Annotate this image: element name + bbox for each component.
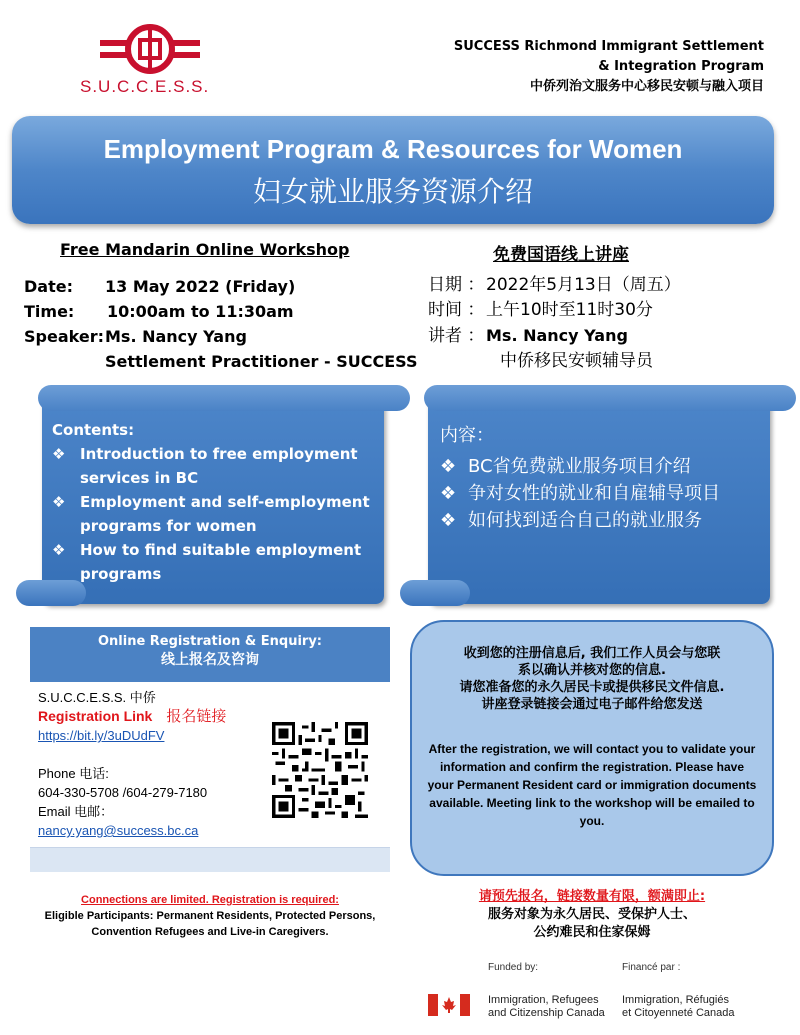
logo-text: S.U.C.C.E.S.S. (80, 77, 210, 96)
message-zh-line-1: 收到您的注册信息后, 我们工作人员会与您联 (463, 646, 721, 661)
contents-zh (440, 422, 760, 534)
zh-time-label: 时间 ： (428, 300, 485, 320)
zh-date-label: 日期 ： (428, 275, 485, 295)
eligibility-note-zh (410, 888, 774, 942)
workshop-title-en: Free Mandarin Online Workshop (60, 240, 350, 259)
info-values (105, 274, 425, 374)
canada-flag-icon (428, 994, 470, 1016)
speaker-label: Speaker: (24, 327, 104, 346)
message-zh-line-2: 系以确认并核对您的信息. (518, 663, 666, 678)
date-value: 13 May 2022 (Friday) (105, 277, 296, 296)
message-zh-line-3: 请您准备您的永久居民卡或提供移民文件信息. (459, 680, 725, 695)
registration-link-label: Registration Link (38, 708, 153, 724)
qr-code-icon[interactable] (272, 722, 368, 818)
org-line-1: SUCCESS Richmond Immigrant Settlement (453, 39, 764, 54)
registration-header-zh: 线上报名及咨询 (161, 652, 259, 668)
list-item: ❖ How to find suitable employment programs (52, 538, 372, 586)
zh-time-value: 上午10时至11时30分 (486, 300, 653, 320)
org-line-2: & Integration Program (598, 59, 764, 74)
eligible-participants: Eligible Participants: Permanent Residents, Protected Persons, Convention Refugees and Live-in Caregivers. (44, 910, 376, 938)
registration-link-label-zh: 报名链接 (166, 708, 227, 725)
list-item: ❖ 如何找到适合自己的就业服务 (440, 507, 760, 534)
funded-by-label: Funded by: (488, 962, 539, 973)
ircc-fr-line-2: et Citoyenneté Canada (622, 1007, 735, 1019)
eligible-participants-zh-1: 服务对象为永久居民、受保护人士、 (487, 907, 696, 922)
ircc-en-line-2: and Citizenship Canada (488, 1007, 605, 1019)
organization-name (404, 37, 764, 97)
ircc-en-line-1: Immigration, Refugees (488, 994, 599, 1006)
zh-date-value: 2022年5月13日（周五） (486, 275, 681, 295)
list-item: ❖ Employment and self-employment programs for women (52, 490, 372, 538)
eligibility-note-en (30, 892, 390, 940)
zh-info (428, 273, 681, 374)
page-title-zh: 妇女就业服务资源介绍 (252, 175, 533, 208)
message-zh (420, 645, 764, 713)
message-zh-line-4: 讲座登录链接会通过电子邮件给您发送 (481, 697, 703, 712)
speaker-role: Settlement Practitioner - SUCCESS (105, 352, 418, 371)
page-title-en: Employment Program & Resources for Women (103, 134, 683, 164)
ircc-name-fr (622, 994, 735, 1020)
speaker-value: Ms. Nancy Yang (105, 327, 247, 346)
eligible-participants-zh-2: 公约难民和住家保姆 (533, 925, 651, 940)
registration-header-en: Online Registration & Enquiry: (97, 634, 323, 649)
zh-speaker-role: 中侨移民安顿辅导员 (500, 351, 653, 371)
list-item: ❖ 争对女性的就业和自雇辅导项目 (440, 480, 760, 507)
registration-details (38, 688, 226, 840)
contents-heading-en: Contents: (52, 421, 135, 439)
info-labels (24, 274, 114, 349)
org-line-3: 中侨列治文服务中心移民安顿与融入项目 (529, 79, 764, 94)
registration-required-note-zh: 请预先报名，链接数量有限，额满即止: (478, 889, 706, 904)
scroll-curl-top-en (38, 385, 410, 411)
email-label: Email 电邮： (38, 804, 114, 819)
registration-url-link[interactable]: https://bit.ly/3uDUdFV (38, 728, 165, 743)
phone-value: 604-330-5708 /604-279-7180 (38, 785, 208, 800)
zh-speaker-label: 讲者 ： (428, 326, 485, 346)
ircc-name-en (488, 994, 605, 1020)
contents-en (52, 418, 372, 586)
time-label: Time: (24, 302, 75, 321)
list-item: ❖ BC省免费就业服务项目介绍 (440, 453, 760, 480)
ircc-fr-line-1: Immigration, Réfugiés (622, 994, 729, 1006)
time-value: 10:00am to 11:30am (107, 302, 294, 321)
scroll-curl-top-zh (424, 385, 796, 411)
contents-heading-zh: 内容： (440, 425, 494, 446)
zh-speaker-value: Ms. Nancy Yang (486, 326, 628, 345)
registration-header (30, 627, 390, 682)
phone-label: Phone 电话: (38, 766, 109, 781)
registration-org: S.U.C.C.E.S.S. 中侨 (38, 690, 156, 705)
scroll-curl-bottom-zh (400, 580, 470, 606)
workshop-title-zh: 免费国语线上讲座 (493, 245, 629, 265)
finance-par-label: Financé par : (622, 962, 681, 973)
email-link[interactable]: nancy.yang@success.bc.ca (38, 823, 199, 838)
registration-required-note: Connections are limited. Registration is required: (81, 894, 339, 906)
list-item: ❖ Introduction to free employment services in BC (52, 442, 372, 490)
date-label: Date: (24, 277, 73, 296)
message-en: After the registration, we will contact you to validate your information and confirm the registration. Please have your Permanent Resident card or immigration documents available. Meeting link to the workshop will be emailed to you. (427, 742, 757, 828)
